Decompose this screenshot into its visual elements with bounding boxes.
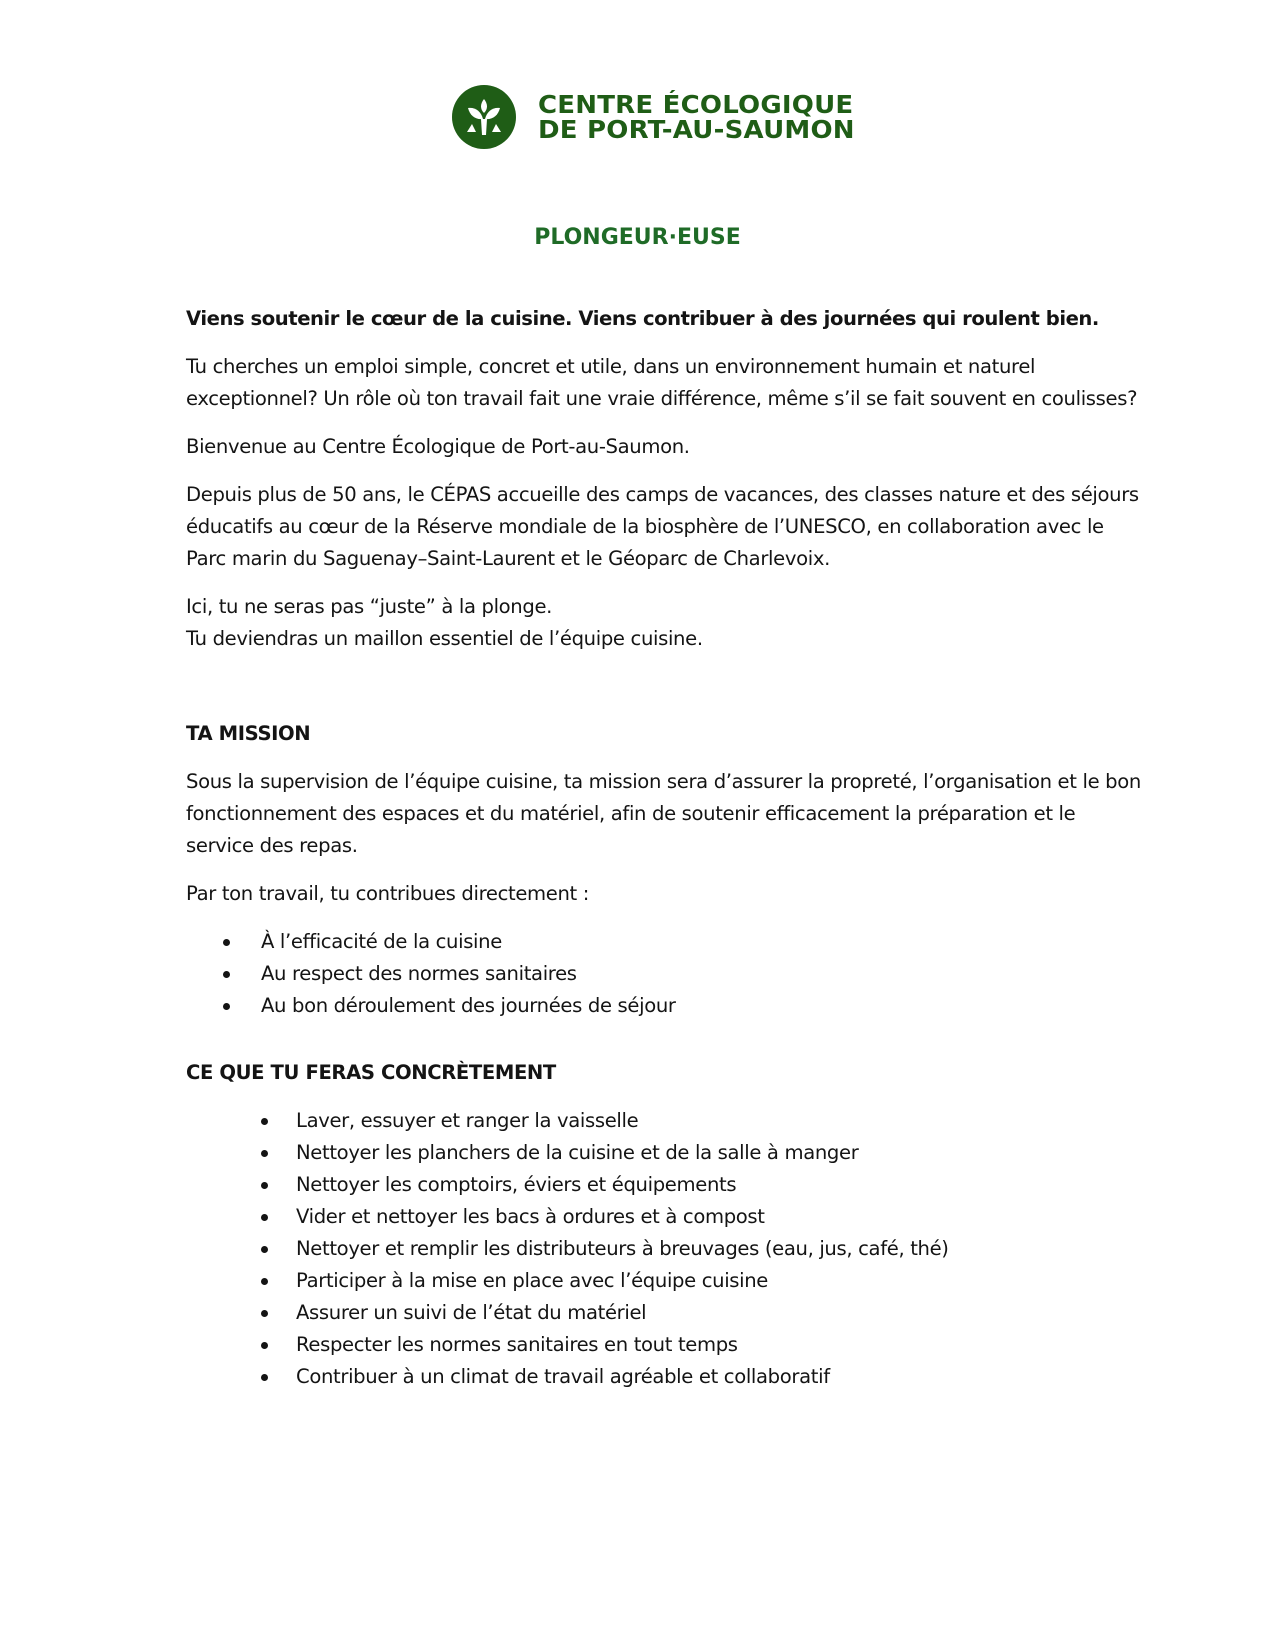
list-item: Nettoyer et remplir les distributeurs à breuvages (eau, jus, café, thé)	[186, 1233, 1146, 1265]
bullet-icon	[261, 1278, 268, 1285]
intro-paragraph-4	[186, 591, 1146, 655]
organization-name	[538, 92, 855, 142]
list-item: Laver, essuyer et ranger la vaisselle	[186, 1105, 1146, 1137]
bullet-icon	[223, 1003, 230, 1010]
leaf-sprout-icon	[452, 85, 516, 149]
organization-logo	[452, 84, 855, 150]
bullet-icon	[261, 1342, 268, 1349]
bullet-icon	[261, 1374, 268, 1381]
job-title: PLONGEUR·EUSE	[534, 225, 741, 250]
bullet-icon	[261, 1118, 268, 1125]
bullet-icon	[261, 1182, 268, 1189]
bullet-icon	[223, 971, 230, 978]
mission-heading: TA MISSION	[186, 722, 311, 745]
lead-sentence: Viens soutenir le cœur de la cuisine. Viens contribuer à des journées qui roulent bien.	[186, 307, 1099, 330]
list-item: Participer à la mise en place avec l’équipe cuisine	[186, 1265, 1146, 1297]
list-item: Au bon déroulement des journées de séjour	[186, 990, 1146, 1022]
job-description	[186, 303, 1146, 1393]
tasks-list	[186, 1105, 1146, 1393]
logo-line-1: CENTRE ÉCOLOGIQUE	[538, 90, 854, 119]
list-item: Assurer un suivi de l’état du matériel	[186, 1297, 1146, 1329]
intro-paragraph-4-line-2: Tu deviendras un maillon essentiel de l’équipe cuisine.	[186, 627, 703, 650]
list-item: Contribuer à un climat de travail agréable et collaboratif	[186, 1361, 1146, 1393]
mission-paragraph-1: Sous la supervision de l’équipe cuisine, ta mission sera d’assurer la propreté, l’organisation et le bon fonctionnement des espaces et du matériel, afin de soutenir efficacement la préparation et le service des repas.	[186, 770, 1141, 857]
bullet-icon	[261, 1214, 268, 1221]
list-item: Nettoyer les planchers de la cuisine et de la salle à manger	[186, 1137, 1146, 1169]
list-item: Au respect des normes sanitaires	[186, 958, 1146, 990]
tasks-heading: CE QUE TU FERAS CONCRÈTEMENT	[186, 1061, 556, 1084]
logo-line-2: DE PORT-AU-SAUMON	[538, 115, 855, 144]
mission-contributions-list	[186, 926, 1146, 1022]
intro-paragraph-4-line-1: Ici, tu ne seras pas “juste” à la plonge.	[186, 595, 553, 618]
intro-paragraph-1: Tu cherches un emploi simple, concret et utile, dans un environnement humain et naturel exceptionnel? Un rôle où ton travail fait une vraie différence, même s’il se fait souvent en coulisses?	[186, 355, 1138, 410]
intro-paragraph-2: Bienvenue au Centre Écologique de Port-au-Saumon.	[186, 435, 690, 458]
list-item: À l’efficacité de la cuisine	[186, 926, 1146, 958]
bullet-icon	[223, 939, 230, 946]
list-item: Respecter les normes sanitaires en tout temps	[186, 1329, 1146, 1361]
list-item: Nettoyer les comptoirs, éviers et équipements	[186, 1169, 1146, 1201]
bullet-icon	[261, 1150, 268, 1157]
bullet-icon	[261, 1310, 268, 1317]
intro-paragraph-3: Depuis plus de 50 ans, le CÉPAS accueille des camps de vacances, des classes nature et des séjours éducatifs au cœur de la Réserve mondiale de la biosphère de l’UNESCO, en collaboration avec le Parc marin du Saguenay–Saint-Laurent et le Géoparc de Charlevoix.	[186, 483, 1139, 570]
mission-paragraph-2: Par ton travail, tu contribues directement :	[186, 882, 590, 905]
bullet-icon	[261, 1246, 268, 1253]
list-item: Vider et nettoyer les bacs à ordures et à compost	[186, 1201, 1146, 1233]
